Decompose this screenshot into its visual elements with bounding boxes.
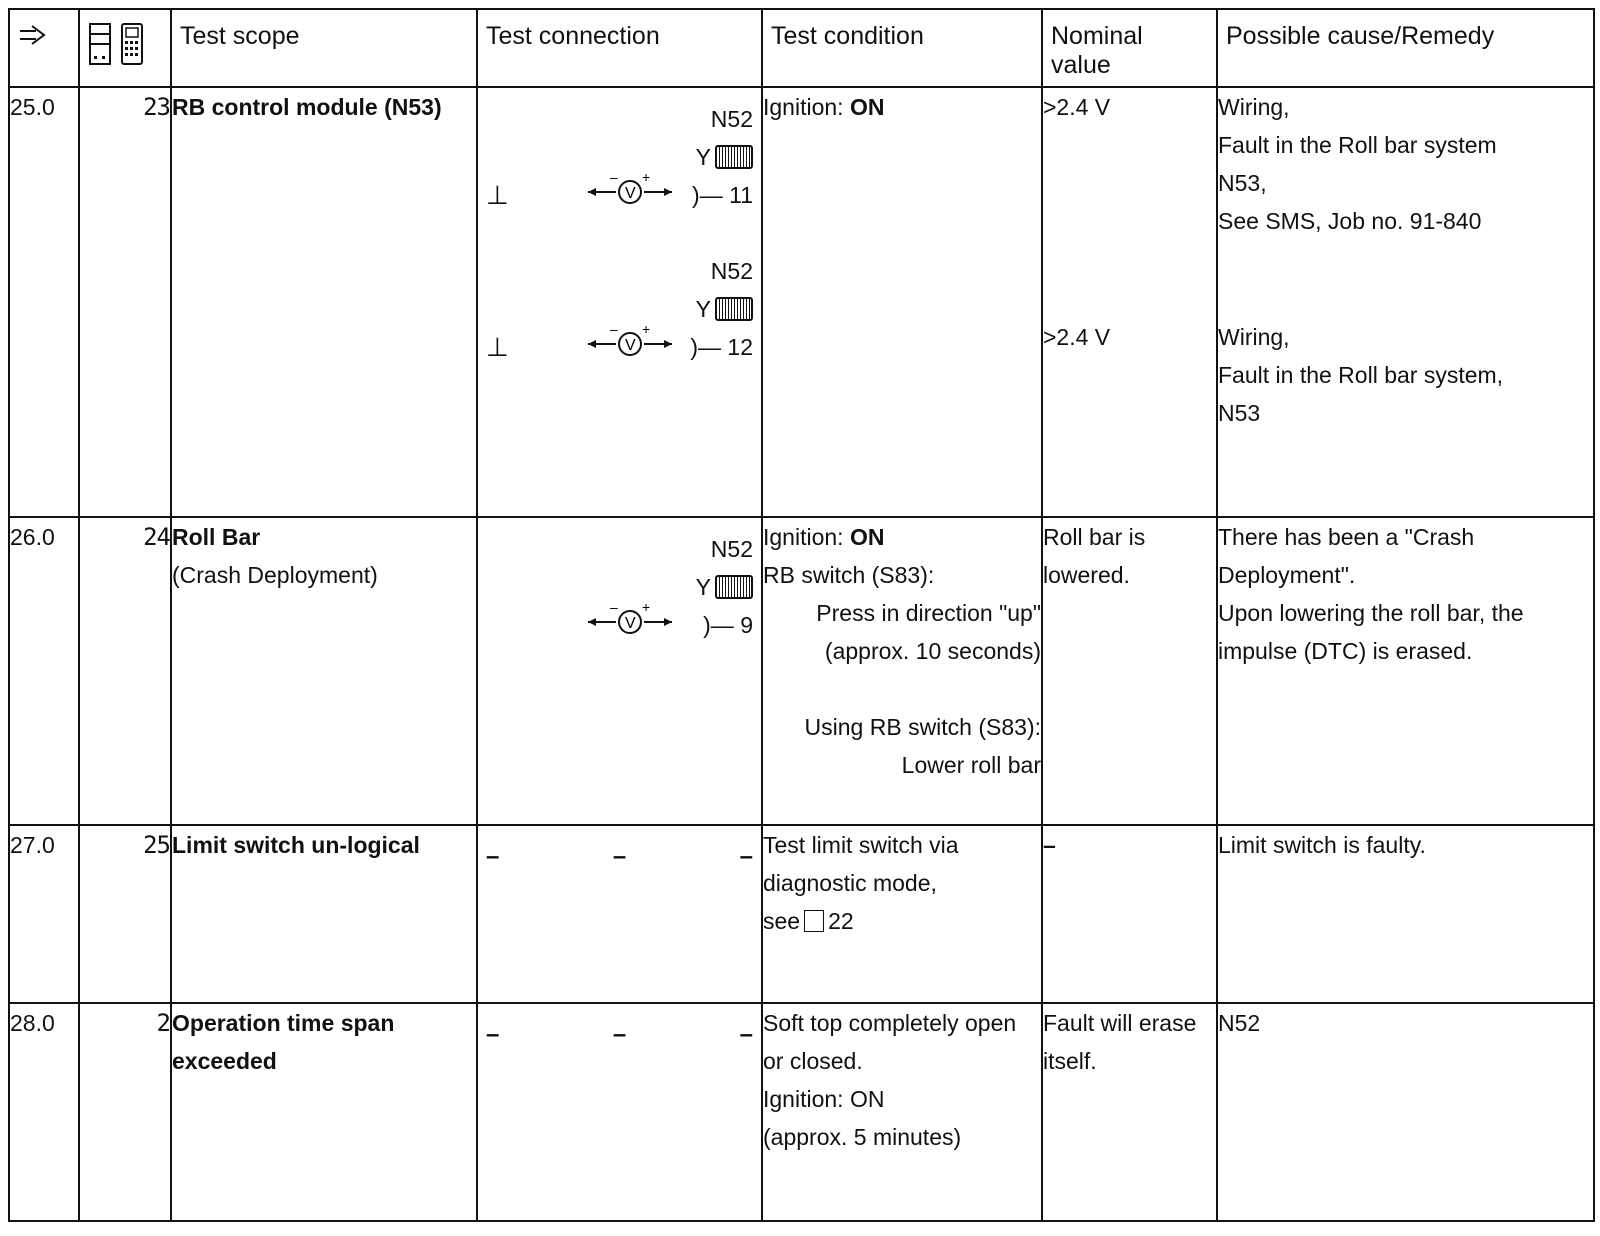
svg-text:V: V [625,185,636,202]
header-tester-cell [79,9,171,87]
test-scope: RB control module (N53) [171,87,477,517]
svg-text:–: – [610,322,618,337]
table-row [9,517,1594,825]
voltmeter-icon [586,322,676,373]
step-number: 27.0 [9,825,79,1003]
possible-cause: There has been a "Crash Deployment". Upon lowering the roll bar, the impulse (DTC) is erased. [1217,517,1594,825]
header-test-connection: Test connection [477,9,762,87]
fault-code: 24 [79,517,171,825]
nominal-value [1042,87,1217,517]
svg-text:+: + [642,170,651,185]
possible-cause: Wiring, Fault in the Roll bar system N53, See SMS, Job no. 91-840 Wiring, Fault in the Roll bar system, N53 [1217,87,1594,517]
header-possible-cause: Possible cause/Remedy [1217,9,1594,87]
test-scope: Roll Bar (Crash Deployment) [171,517,477,825]
header-nominal-value: Nominal value [1042,9,1217,87]
ground-icon: ⊥ [486,180,509,210]
step-number: 28.0 [9,1003,79,1221]
test-connection: – – – [477,1003,762,1221]
test-connection [477,87,762,517]
tester-unit-icon [88,22,112,73]
module-label: N52 [710,536,753,562]
voltmeter-icon [586,600,676,651]
table-header-row [9,9,1594,87]
step-number: 25.0 [9,87,79,517]
plug-label: Y [696,138,753,176]
svg-text:V: V [625,337,636,354]
test-scope: Operation time span exceeded [171,1003,477,1221]
header-test-scope: Test scope [171,9,477,87]
diagnostic-table-page [8,8,1593,1232]
nominal-value: Fault will erase itself. [1042,1003,1217,1221]
diagnostic-table [8,8,1595,1222]
pin-label: )— 11 [692,182,753,208]
test-condition: Ignition: ON RB switch (S83): Press in direction "up" (approx. 10 seconds) Using RB switch (S83): Lower roll bar [762,517,1042,825]
header-arrow-cell [9,9,79,87]
test-condition: Soft top completely open or closed. Ignition: ON (approx. 5 minutes) [762,1003,1042,1221]
nominal-value-2: >2.4 V [1043,324,1111,350]
voltmeter-icon [586,170,676,221]
plug-label: Y [696,568,753,606]
svg-text:–: – [610,170,618,185]
test-connection [477,517,762,825]
module-label: N52 [710,258,753,284]
connector-icon [715,575,753,599]
possible-cause: N52 [1217,1003,1594,1221]
double-arrow-right-icon [10,10,78,55]
fault-code: 2 [79,1003,171,1221]
connector-icon [715,145,753,169]
svg-text:+: + [642,322,651,337]
nominal-value: – [1042,825,1217,1003]
test-condition: Ignition: ON [762,87,1042,517]
page-reference-icon [804,910,824,932]
test-condition: Test limit switch via diagnostic mode, see 22 [762,825,1042,1003]
connection-block [486,530,753,646]
plug-label: Y [696,290,753,328]
connector-icon [715,297,753,321]
header-test-condition: Test condition [762,9,1042,87]
table-row [9,87,1594,517]
possible-cause: Limit switch is faulty. [1217,825,1594,1003]
table-row [9,1003,1594,1221]
svg-text:V: V [625,615,636,632]
table-row [9,825,1594,1003]
test-connection: – – – [477,825,762,1003]
fault-code: 23 [79,87,171,517]
svg-text:+: + [642,600,651,615]
ground-icon: ⊥ [486,332,509,362]
module-label: N52 [710,106,753,132]
step-number: 26.0 [9,517,79,825]
svg-text:–: – [610,600,618,615]
pin-label: )— 12 [690,334,753,360]
connection-block [486,100,753,216]
nominal-value: Roll bar is lowered. [1042,517,1217,825]
nominal-value-1: >2.4 V [1043,94,1111,120]
pin-label: )— 9 [703,612,753,638]
fault-code: 25 [79,825,171,1003]
hand-held-tester-icon [120,22,144,73]
test-scope: Limit switch un-logical [171,825,477,1003]
connection-block [486,252,753,368]
